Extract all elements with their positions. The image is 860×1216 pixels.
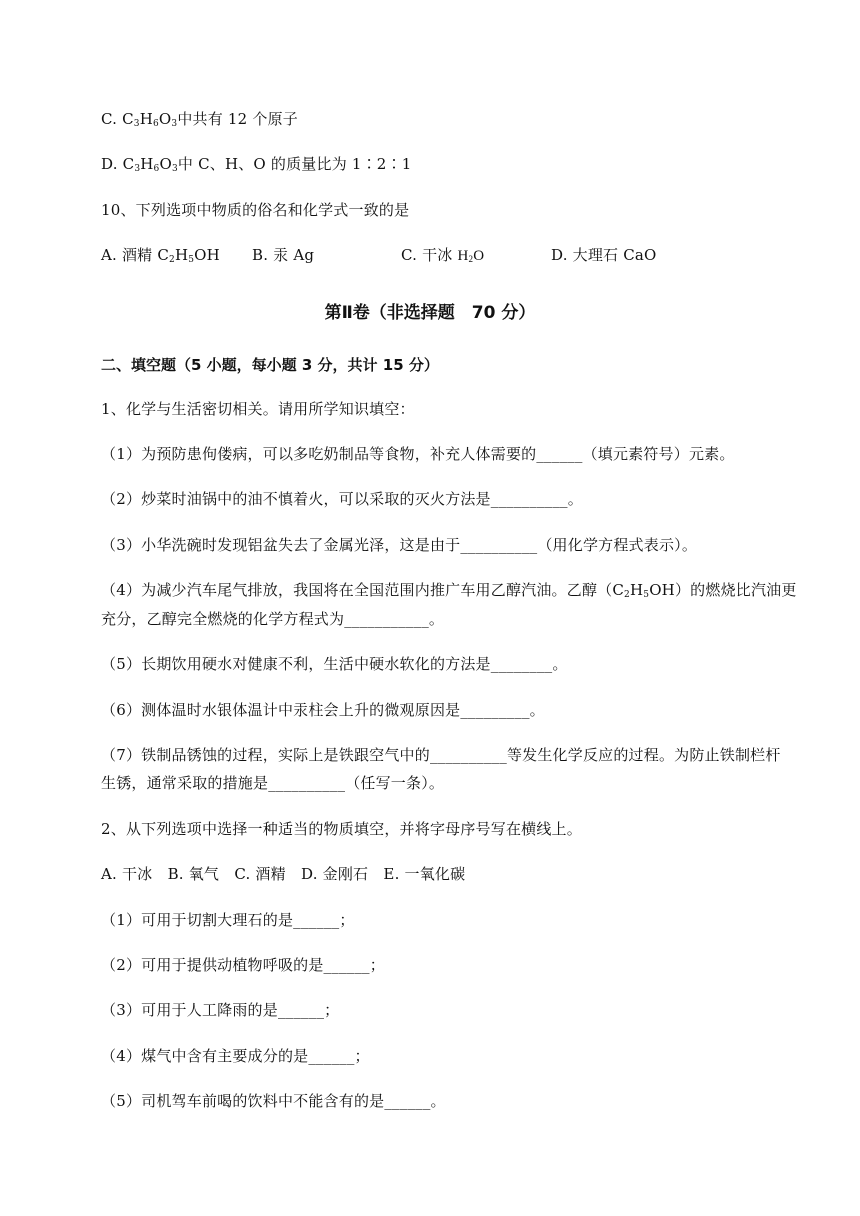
q9-c-prefix: C. C: [101, 110, 134, 128]
q10-a-prefix: A. 酒精 C: [101, 246, 170, 264]
fill1-item-4-prefix: （4）为减少汽车尾气排放，我国将在全国范围内推广车用乙醇汽油。乙醇（C: [101, 581, 625, 599]
subscript: 2: [468, 254, 474, 264]
q9-d-text: 中 C、H、O 的质量比为 1∶2∶1: [177, 155, 412, 173]
element-symbol: H: [174, 246, 189, 264]
h2o-formula: [457, 248, 484, 264]
q9-c-text: 中共有 12 个原子: [177, 110, 298, 128]
q9-d-prefix: D. C: [101, 155, 135, 173]
q10-option-a: [101, 244, 220, 266]
subscript: 6: [153, 164, 160, 174]
q10-stem: 10、下列选项中物质的俗名和化学式一致的是: [101, 201, 410, 219]
fill1-item-4-suffix: OH）的燃烧比汽油更: [649, 581, 797, 599]
element-symbol: H: [457, 248, 469, 264]
subscript: 3: [171, 164, 178, 174]
q10-option-d: D. 大理石 CaO: [551, 246, 657, 264]
fill2-item-1: （1）可用于切割大理石的是______；: [101, 911, 355, 929]
q10-c-prefix: C. 干冰: [401, 246, 453, 264]
fill1-item-2: （2）炒菜时油锅中的油不慎着火，可以采取的灭火方法是__________。: [101, 490, 583, 508]
q10-option-b: B. 汞 Ag: [252, 246, 315, 264]
q10-option-c: [401, 244, 484, 267]
fill2-item-2: （2）可用于提供动植物呼吸的是______；: [101, 956, 385, 974]
fill2-stem: 2、从下列选项中选择一种适当的物质填空，并将字母序号写在横线上。: [101, 820, 582, 838]
q9-option-d: [101, 153, 412, 175]
fill1-stem: 1、化学与生活密切相关。请用所学知识填空：: [101, 400, 415, 418]
element-symbol: O: [158, 110, 172, 128]
fill1-item-6: （6）测体温时水银体温计中汞柱会上升的微观原因是_________。: [101, 701, 545, 719]
fill1-item-4: [101, 579, 797, 601]
fill1-item-3: （3）小华洗碗时发现铝盆失去了金属光泽，这是由于__________（用化学方程式表示）。: [101, 536, 698, 554]
fill1-item-7-line1: （7）铁制品锈蚀的过程，实际上是铁跟空气中的__________等发生化学反应的过程。为防止铁制栏杆: [101, 746, 781, 764]
fill2-item-3: （3）可用于人工降雨的是______；: [101, 1001, 340, 1019]
fill2-item-5: （5）司机驾车前喝的饮料中不能含有的是______。: [101, 1092, 446, 1110]
element-symbol: H: [139, 110, 153, 128]
fill1-item-1: （1）为预防患佝偻病，可以多吃奶制品等食物，补充人体需要的______（填元素符号）元素。: [101, 445, 735, 463]
fill1-item-5: （5）长期饮用硬水对健康不利，生活中硬水软化的方法是________。: [101, 655, 568, 673]
fill1-item-4-line2: 充分，乙醇完全燃烧的化学方程式为___________。: [101, 610, 445, 628]
q9-option-c: [101, 108, 298, 130]
subscript: 6: [152, 119, 159, 129]
subscript: 2: [624, 590, 630, 600]
section2-header: 二、填空题（5 小题，每小题 3 分，共计 15 分）: [101, 356, 439, 374]
element-symbol: H: [140, 155, 154, 173]
subscript: 5: [643, 590, 650, 600]
subscript: 3: [171, 119, 178, 129]
subscript: 5: [188, 255, 195, 265]
subscript: 3: [134, 164, 141, 174]
q10-a-suffix: OH: [194, 246, 220, 264]
part2-title: 第Ⅱ卷（非选择题 70 分）: [324, 303, 536, 323]
fill1-item-7-line2: 生锈，通常采取的措施是__________（任写一条）。: [101, 774, 445, 792]
subscript: 2: [169, 255, 175, 265]
fill2-options: A. 干冰 B. 氧气 C. 酒精 D. 金刚石 E. 一氧化碳: [101, 865, 466, 883]
element-symbol: O: [473, 248, 485, 264]
element-symbol: H: [629, 581, 644, 599]
element-symbol: O: [159, 155, 172, 173]
subscript: 3: [133, 119, 140, 129]
fill2-item-4: （4）煤气中含有主要成分的是______；: [101, 1047, 370, 1065]
